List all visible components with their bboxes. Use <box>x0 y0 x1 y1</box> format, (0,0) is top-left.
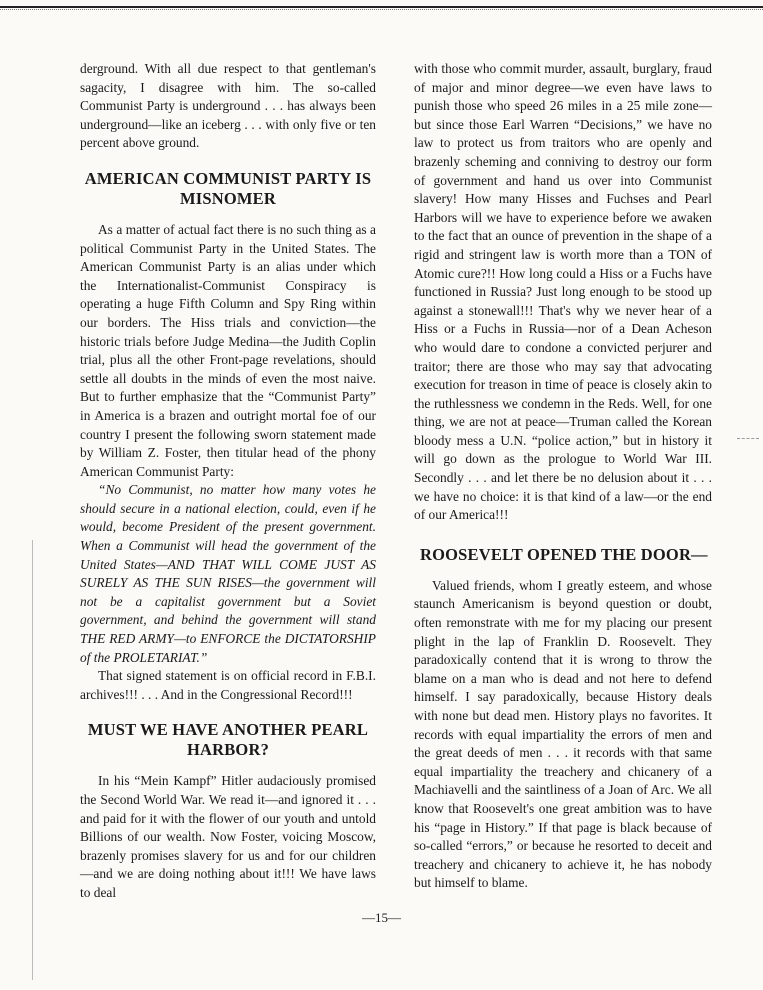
top-dotted-rule <box>0 9 763 10</box>
top-rule <box>0 6 763 8</box>
paragraph-foster-quote: “No Communist, no matter how many votes he should secure in a national election, could, even if he would, become President of the present government. When a Communist will head the government of the United States—AND THAT WILL COME JUST AS SURELY AS THE SUN RISES—the government will not be a capitalist government but a Soviet government, and behind the government will stand THE RED ARMY—to ENFORCE the DICTATORSHIP of the PROLETARIAT.” <box>80 482 376 665</box>
heading-roosevelt-door: ROOSEVELT OPENED THE DOOR— <box>420 544 708 564</box>
paragraph-mein-kampf: In his “Mein Kampf” Hitler audaciously promised the Second World War. We read it—and ignored it . . . and paid for it with the flower of our youth and untold Billions of our wealth. Now Foster, voicing Moscow, brazenly promises slavery for us and for our children—and we are doing nothing about it!!! We have laws to deal <box>80 773 376 900</box>
scan-dash-mark <box>737 438 759 439</box>
right-column <box>414 60 712 893</box>
heading-pearl-harbor: MUST WE HAVE ANOTHER PEARL HARBOR? <box>87 720 369 760</box>
paragraph-political-party: As a matter of actual fact there is no such thing as a political Communist Party in the United States. The American Communist Party is an alias under which the Internationalist-Communist Conspiracy is operating a huge Fifth Column and Spy Ring within our borders. The Hiss trials and conviction—the historic trials before Judge Medina—the Judith Coplin trial, plus all the other Front-page revelations, should settle all doubts in the minds of even the most naive. But to further emphasize that the “Communist Party” in America is a brazen and outright mortal foe of our country I present the following sworn statement made by William Z. Foster, then titular head of the phony American Communist Party: <box>80 221 376 479</box>
page-number: —15— <box>362 910 401 925</box>
left-column <box>80 60 376 903</box>
paragraph-laws-continued: with those who commit murder, assault, burglary, fraud of major and minor degree—we even have laws to punish those who speed 26 miles in a 25 mile zone—but since those Earl Warren “Decisions,” we have no law to protect us from traitors who are openly and brazenly scheming and conniving to destroy our form of government and hand us over into Communist slavery! How many Hisses and Fuchses and Pearl Harbors will we have to experience before we awaken to the fact that an ounce of prevention in the shape of a rigid and stringent law is worth more than a TON of Atomic cure?!! How long could a Hiss or a Fuchs have functioned in Russia? Just long enough to be stood up against a stonewall!!! That's why we never hear of a Hiss or a Fuchs in Russia—nor of a Dean Acheson who would dare to condone a convicted perjurer and traitor; there are those who may say that advocating execution for treason in time of peace is closely akin to the ruthlessness we condemn in the Reds. Well, for one thing, we are not at peace—Truman called the Korean bloody mess a U.N. “police action,” but in history it will go down as the prologue to World War III. Secondly . . . and let there be no delusion about it . . . we have no choice: it is that kind of a law—or the end of our America!!! <box>414 61 712 523</box>
heading-communist-party-misnomer: AMERICAN COMMUNIST PARTY IS MISNOMER <box>84 168 372 208</box>
paragraph-intro: derground. With all due respect to that gentleman's sagacity, I disagree with him. The so-called Communist Party is underground . . . has always been underground—like an iceberg . . . with only five or ten percent above ground. <box>80 61 376 151</box>
paragraph-roosevelt: Valued friends, whom I greatly esteem, and whose staunch Americanism is beyond question or doubt, often remonstrate with me for my placing our present plight in the lap of Franklin D. Roosevelt. They paradoxically contend that it is wrong to throw the blame on a man who is dead and not here to defend himself. I say paradoxically, because History deals with none but dead men. History plays no favorites. It records with equal impartiality the errors of men and the great deeds of men . . . it records with that same equal impartiality the treachery and chicanery of a Machiavelli and the saintliness of a Joan of Arc. We all know that Roosevelt's one great ambition was to have his “page in History.” If that page is black because of so-called “errors,” or because he resorted to deceit and treachery and chicanery to achieve it, he has nobody but himself to blame. <box>414 577 712 891</box>
paragraph-signed-statement: That signed statement is on official record in F.B.I. archives!!! . . . And in the Congressional Record!!! <box>80 668 376 702</box>
